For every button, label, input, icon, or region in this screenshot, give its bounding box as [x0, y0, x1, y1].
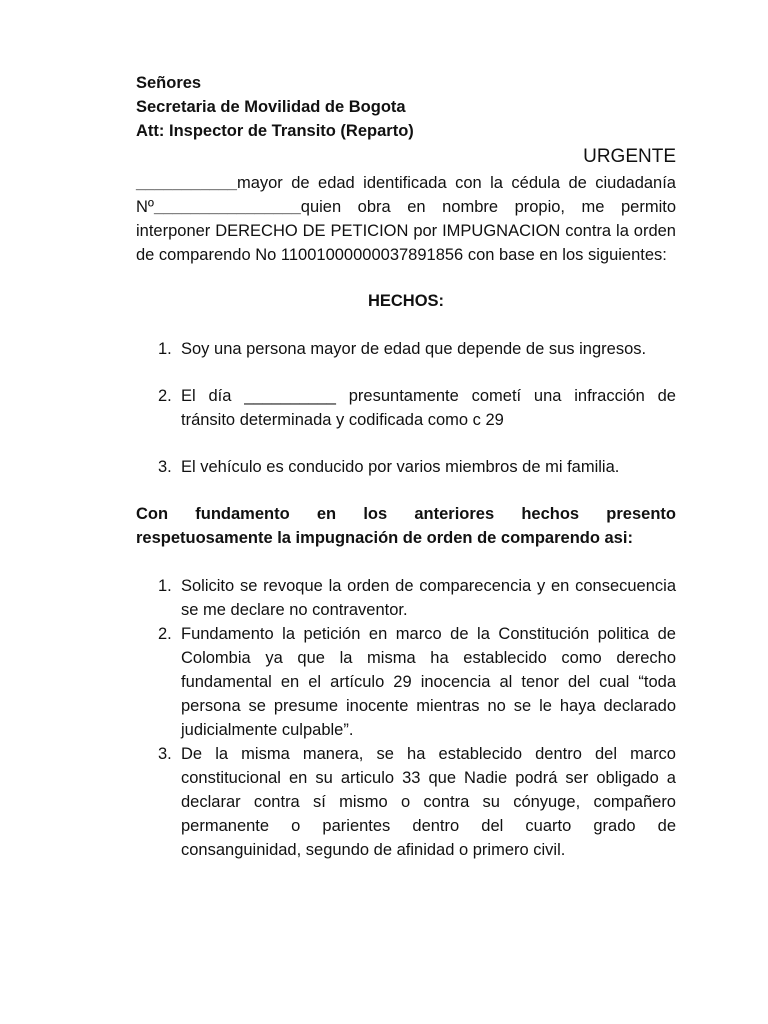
request-text: De la misma manera, se ha establecido dentro del marco constitucional en su articulo 33 que Nadie podrá ser obligado a declarar contra sí mismo o contra su cónyuge, compañero permanente o parientes dentro del cuarto grado de consanguinidad, segundo de afinidad o primero civil.	[181, 745, 676, 859]
request-number: 2.	[158, 625, 172, 643]
fact-item	[136, 337, 676, 361]
request-number: 1.	[158, 577, 172, 595]
request-item	[136, 622, 676, 742]
fact-text: El vehículo es conducido por varios miembros de mi familia.	[181, 458, 620, 476]
request-number: 3.	[158, 745, 172, 763]
fact-number: 3.	[158, 458, 172, 476]
recipient-salutation: Señores	[136, 74, 202, 92]
request-item	[136, 742, 676, 862]
fact-item	[136, 384, 676, 432]
recipient-organization: Secretaria de Movilidad de Bogota	[136, 98, 406, 116]
intro-text-part1: mayor de edad identificada con la cédula de ciudadanía Nº	[136, 174, 676, 216]
request-text: Solicito se revoque la orden de comparecencia y en consecuencia se me declare no contraventor.	[181, 577, 676, 619]
request-text: Fundamento la petición en marco de la Constitución politica de Colombia ya que la misma ha establecido como derecho fundamental en el artículo 29 inocencia al tenor del cual “toda persona se presume inocente mientras no se le haya declarado judicialmente culpable”.	[181, 625, 676, 739]
facts-title: HECHOS:	[367, 292, 445, 310]
id-number-blank: ________________	[153, 198, 301, 216]
intro-paragraph	[136, 171, 676, 267]
fact-item	[136, 455, 676, 479]
basis-paragraph: Con fundamento en los anteriores hechos presento respetuosamente la impugnación de orden de comparendo asi:	[136, 505, 676, 547]
document-page	[136, 71, 676, 862]
fact-text: Soy una persona mayor de edad que depende de sus ingresos.	[181, 340, 647, 358]
fact-number: 2.	[158, 387, 172, 405]
fact-number: 1.	[158, 340, 172, 358]
requests-list	[136, 574, 676, 862]
intro-text-part2: quien obra en nombre propio, me permito interponer DERECHO DE PETICION por IMPUGNACION contra la orden de comparendo No 11001000000037891856 con base en los siguientes:	[136, 198, 676, 264]
request-item	[136, 574, 676, 622]
name-blank: ___________	[136, 174, 237, 192]
facts-list	[136, 337, 676, 479]
urgent-heading: URGENTE	[583, 146, 676, 167]
recipient-attention: Att: Inspector de Transito (Reparto)	[136, 122, 414, 140]
fact-text: El día __________ presuntamente cometí una infracción de tránsito determinada y codificada como c 29	[181, 387, 676, 429]
recipient-block	[136, 71, 676, 143]
